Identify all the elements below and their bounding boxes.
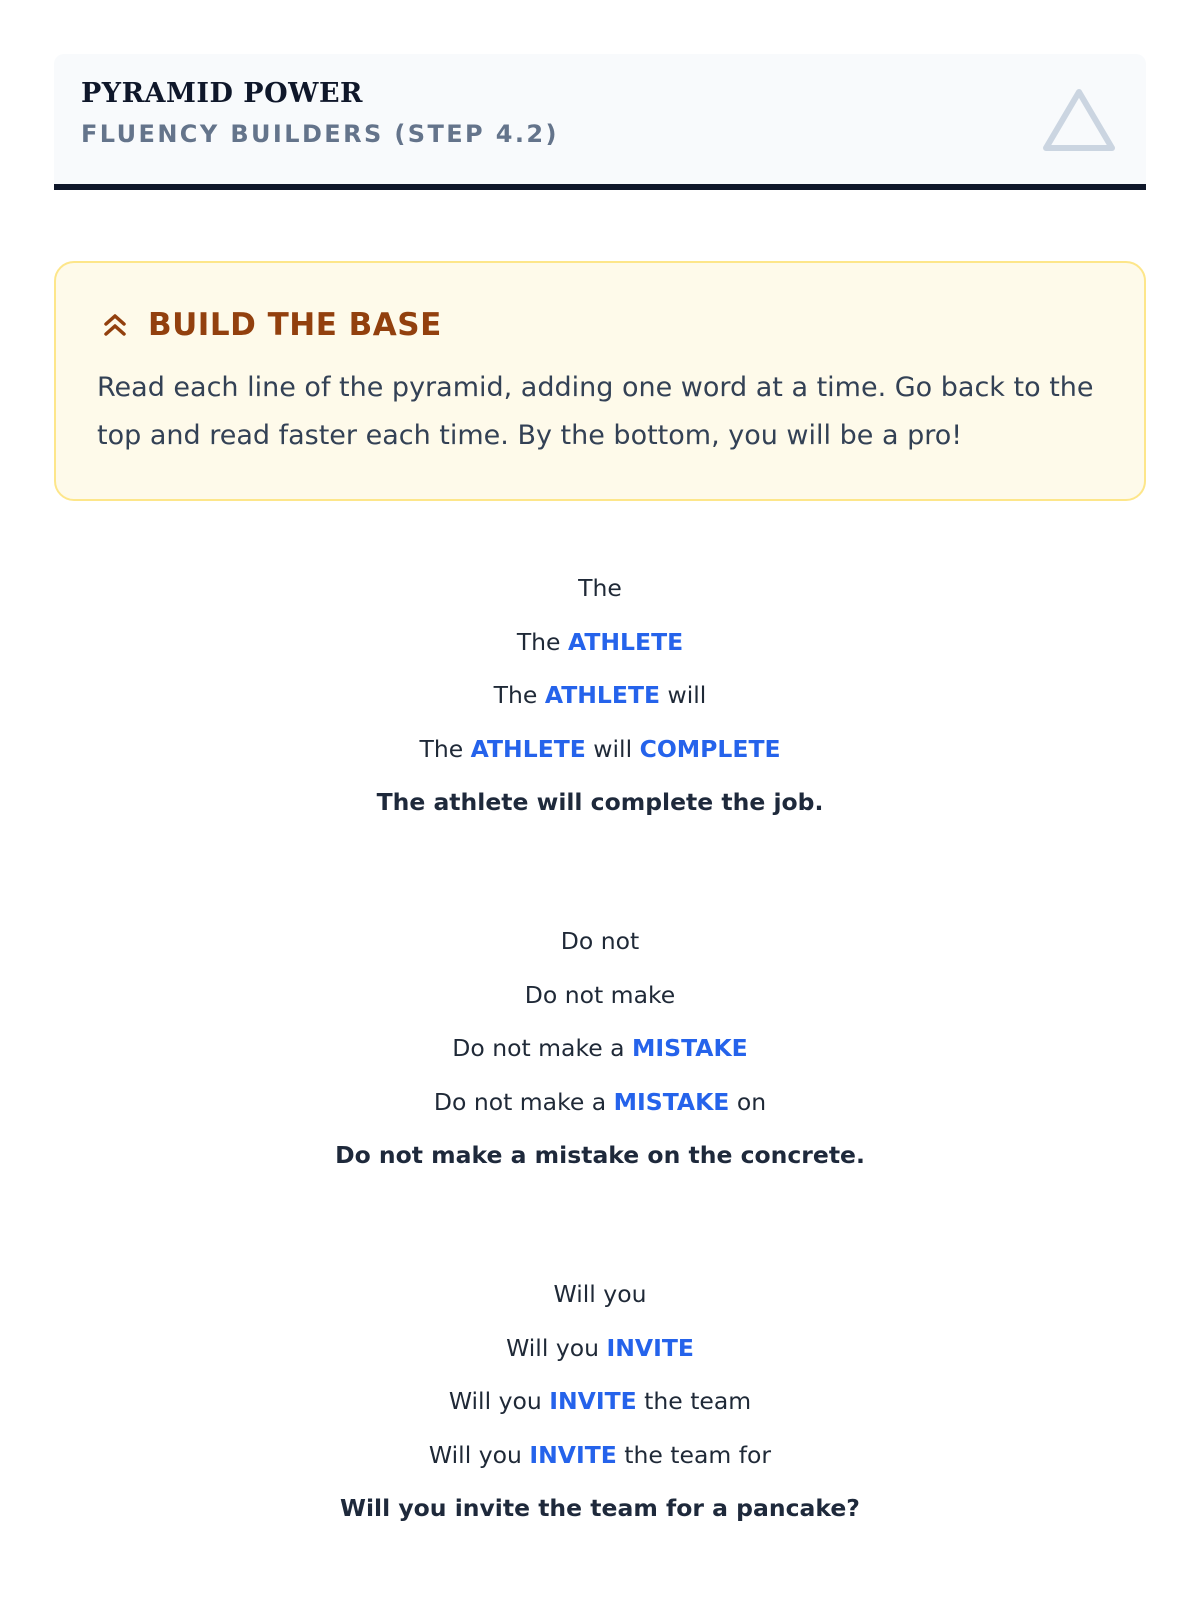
pyramid-keyword: ATHLETE xyxy=(470,734,586,763)
pyramid-sentence: Will you invite the team for a pancake? xyxy=(340,1494,860,1522)
pyramid-word: Do not xyxy=(560,927,640,955)
callout-title: BUILD THE BASE xyxy=(148,307,442,343)
pyramid-word: the team for xyxy=(616,1440,772,1469)
pyramid-sentence: The athlete will complete the job. xyxy=(376,788,824,816)
pyramid-word: Will you xyxy=(428,1440,530,1469)
pyramid-line xyxy=(0,1375,1200,1429)
pyramid-word: Do not make a xyxy=(452,1034,633,1062)
callout-instructions: Read each line of the pyramid, adding one word at a time. Go back to the top and read faster each time. By the bottom, you will be a pro! xyxy=(97,372,1094,451)
pyramid-line xyxy=(0,616,1200,670)
word-pyramid xyxy=(0,1268,1200,1536)
triangle-outline-icon xyxy=(1040,84,1118,156)
pyramid-keyword: MISTAKE xyxy=(613,1087,730,1116)
pyramid-word: will xyxy=(660,681,707,709)
pyramid-word: The xyxy=(419,734,471,763)
pyramid-keyword: ATHLETE xyxy=(544,681,661,709)
page-title: PYRAMID POWER xyxy=(81,78,363,109)
pyramid-line xyxy=(0,1322,1200,1376)
pyramid-word: The xyxy=(493,681,545,709)
pyramid-keyword: INVITE xyxy=(549,1387,637,1415)
pyramid-line xyxy=(0,1022,1200,1076)
pyramid-keyword: MISTAKE xyxy=(632,1034,748,1062)
word-pyramid xyxy=(0,562,1200,830)
pyramid-line xyxy=(0,1429,1200,1483)
pyramid-keyword: ATHLETE xyxy=(568,627,684,656)
pyramid-word: Will you xyxy=(448,1387,550,1415)
pyramid-word: The xyxy=(578,574,622,602)
pyramid-keyword: INVITE xyxy=(529,1440,617,1469)
pyramid-line xyxy=(0,915,1200,969)
pyramid-line xyxy=(0,1268,1200,1322)
pyramid-word: The xyxy=(516,627,568,656)
pyramid-word: Will you xyxy=(553,1280,647,1308)
word-pyramid xyxy=(0,915,1200,1183)
pyramid-line xyxy=(0,723,1200,777)
pyramid-keyword: INVITE xyxy=(606,1333,694,1362)
pyramid-word: on xyxy=(729,1087,767,1116)
page-subtitle: FLUENCY BUILDERS (STEP 4.2) xyxy=(81,120,559,148)
double-chevron-up-icon xyxy=(102,311,128,339)
pyramid-line xyxy=(0,562,1200,616)
pyramid-line xyxy=(0,969,1200,1023)
pyramid-line xyxy=(0,669,1200,723)
pyramid-word: will xyxy=(585,734,640,763)
pyramid-keyword: COMPLETE xyxy=(639,734,781,763)
page-header xyxy=(54,54,1146,190)
pyramid-word: Do not make xyxy=(524,980,676,1009)
pyramid-word: Will you xyxy=(506,1333,607,1362)
pyramid-word: Do not make a xyxy=(433,1087,614,1116)
instructions-callout xyxy=(54,261,1146,501)
callout-heading xyxy=(102,307,442,343)
pyramid-sentence: Do not make a mistake on the concrete. xyxy=(335,1141,865,1169)
pyramid-word: the team xyxy=(636,1387,752,1415)
pyramid-line xyxy=(0,1076,1200,1130)
